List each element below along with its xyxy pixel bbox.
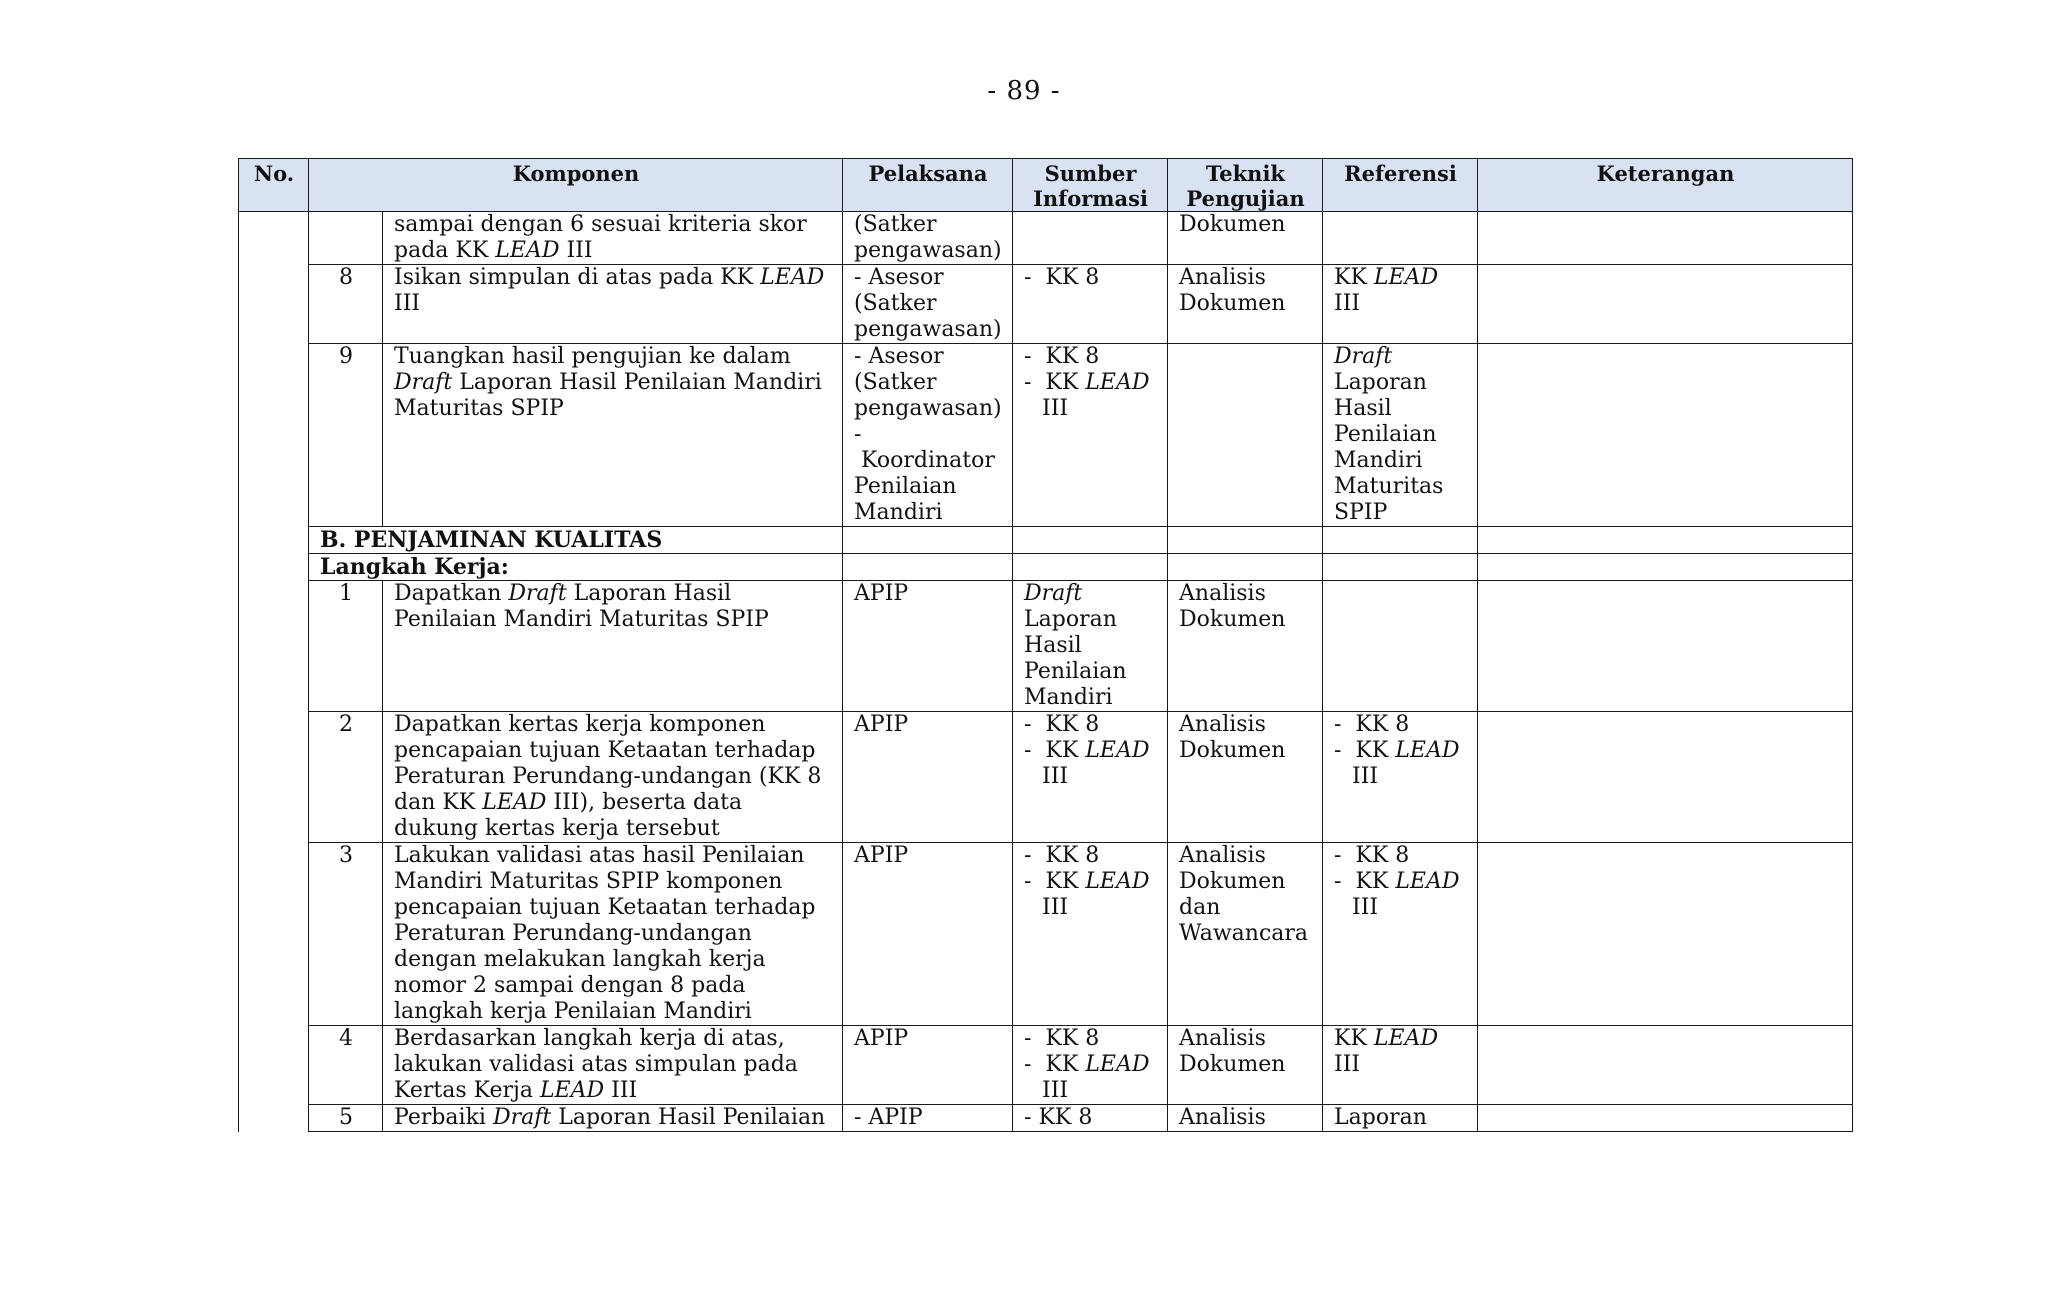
teknik-cell: Analisis Dokumen [1168,581,1323,712]
komponen-cell: Dapatkan Draft Laporan Hasil Penilaian Mandiri Maturitas SPIP [383,581,843,712]
table-row [239,265,1853,344]
referensi-cell: Laporan [1323,1105,1478,1132]
table-row [239,843,1853,1026]
table-row [239,581,1853,712]
step-number-cell: 9 [309,344,383,527]
page-number: - 89 - [987,76,1061,106]
teknik-cell: Analisis Dokumen dan Wawancara [1168,843,1323,1026]
komponen-cell: Isikan simpulan di atas pada KK LEAD III [383,265,843,344]
step-number-cell: 5 [309,1105,383,1132]
header-komponen: Komponen [309,159,843,212]
step-number-cell: 1 [309,581,383,712]
section-heading: B. PENJAMINAN KUALITAS [309,527,843,554]
sumber-cell: - KK 8 [1013,1105,1168,1132]
komponen-cell: Tuangkan hasil pengujian ke dalam Draft Laporan Hasil Penilaian Mandiri Maturitas SPIP [383,344,843,527]
pelaksana-cell: APIP [843,1026,1013,1105]
sumber-cell [1013,212,1168,265]
header-teknik-pengujian: Teknik Pengujian [1168,159,1323,212]
step-number-cell: 3 [309,843,383,1026]
referensi-cell: Draft Laporan Hasil Penilaian Mandiri Maturitas SPIP [1323,344,1478,527]
referensi-cell: KK LEAD III [1323,1026,1478,1105]
pelaksana-cell: (Satker pengawasan) [843,212,1013,265]
header-keterangan: Keterangan [1478,159,1853,212]
table-row [239,1105,1853,1132]
header-no: No. [239,159,309,212]
keterangan-cell [1478,712,1853,843]
keterangan-cell [1478,265,1853,344]
referensi-cell: - KK 8 - KK LEAD III [1323,843,1478,1026]
sumber-cell: - KK 8 - KK LEAD III [1013,344,1168,527]
keterangan-cell [1478,581,1853,712]
table-row [239,712,1853,843]
header-referensi: Referensi [1323,159,1478,212]
pelaksana-cell: APIP [843,712,1013,843]
komponen-cell: Lakukan validasi atas hasil Penilaian Mandiri Maturitas SPIP komponen pencapaian tujuan Ketaatan terhadap Peraturan Perundang-undangan dengan melakukan langkah kerja nomor 2 sampai dengan 8 pada langkah kerja Penilaian Mandiri [383,843,843,1026]
teknik-cell: Analisis [1168,1105,1323,1132]
procedure-table [238,158,1853,1132]
sumber-cell: - KK 8 - KK LEAD III [1013,712,1168,843]
step-number-cell [309,212,383,265]
step-number-cell: 2 [309,712,383,843]
teknik-cell: Dokumen [1168,212,1323,265]
referensi-cell [1323,212,1478,265]
langkah-kerja-label: Langkah Kerja: [309,554,843,581]
keterangan-cell [1478,843,1853,1026]
referensi-cell: - KK 8 - KK LEAD III [1323,712,1478,843]
table-row [239,344,1853,527]
teknik-cell: Analisis Dokumen [1168,712,1323,843]
table-header-row [239,159,1853,212]
no-column-cell [239,212,309,1132]
sumber-cell: - KK 8 [1013,265,1168,344]
pelaksana-cell: - Asesor (Satker pengawasan) - Koordinator Penilaian Mandiri [843,344,1013,527]
pelaksana-cell: - APIP [843,1105,1013,1132]
referensi-cell [1323,581,1478,712]
pelaksana-cell: APIP [843,581,1013,712]
subheading-row [239,554,1853,581]
keterangan-cell [1478,1105,1853,1132]
section-heading-row [239,527,1853,554]
pelaksana-cell: APIP [843,843,1013,1026]
referensi-cell: KK LEAD III [1323,265,1478,344]
sumber-cell: - KK 8 - KK LEAD III [1013,843,1168,1026]
keterangan-cell [1478,344,1853,527]
pelaksana-cell: - Asesor (Satker pengawasan) [843,265,1013,344]
teknik-cell: Analisis Dokumen [1168,1026,1323,1105]
komponen-cell: sampai dengan 6 sesuai kriteria skor pada KK LEAD III [383,212,843,265]
sumber-cell: Draft Laporan Hasil Penilaian Mandiri [1013,581,1168,712]
komponen-cell: Berdasarkan langkah kerja di atas, lakukan validasi atas simpulan pada Kertas Kerja LEAD III [383,1026,843,1105]
teknik-cell: Analisis Dokumen [1168,265,1323,344]
komponen-cell: Perbaiki Draft Laporan Hasil Penilaian [383,1105,843,1132]
step-number-cell: 8 [309,265,383,344]
step-number-cell: 4 [309,1026,383,1105]
header-sumber-informasi: Sumber Informasi [1013,159,1168,212]
keterangan-cell [1478,212,1853,265]
table-row [239,212,1853,265]
table-row [239,1026,1853,1105]
teknik-cell [1168,344,1323,527]
header-pelaksana: Pelaksana [843,159,1013,212]
keterangan-cell [1478,1026,1853,1105]
sumber-cell: - KK 8 - KK LEAD III [1013,1026,1168,1105]
komponen-cell: Dapatkan kertas kerja komponen pencapaian tujuan Ketaatan terhadap Peraturan Perundang-undangan (KK 8 dan KK LEAD III), beserta data dukung kertas kerja tersebut [383,712,843,843]
